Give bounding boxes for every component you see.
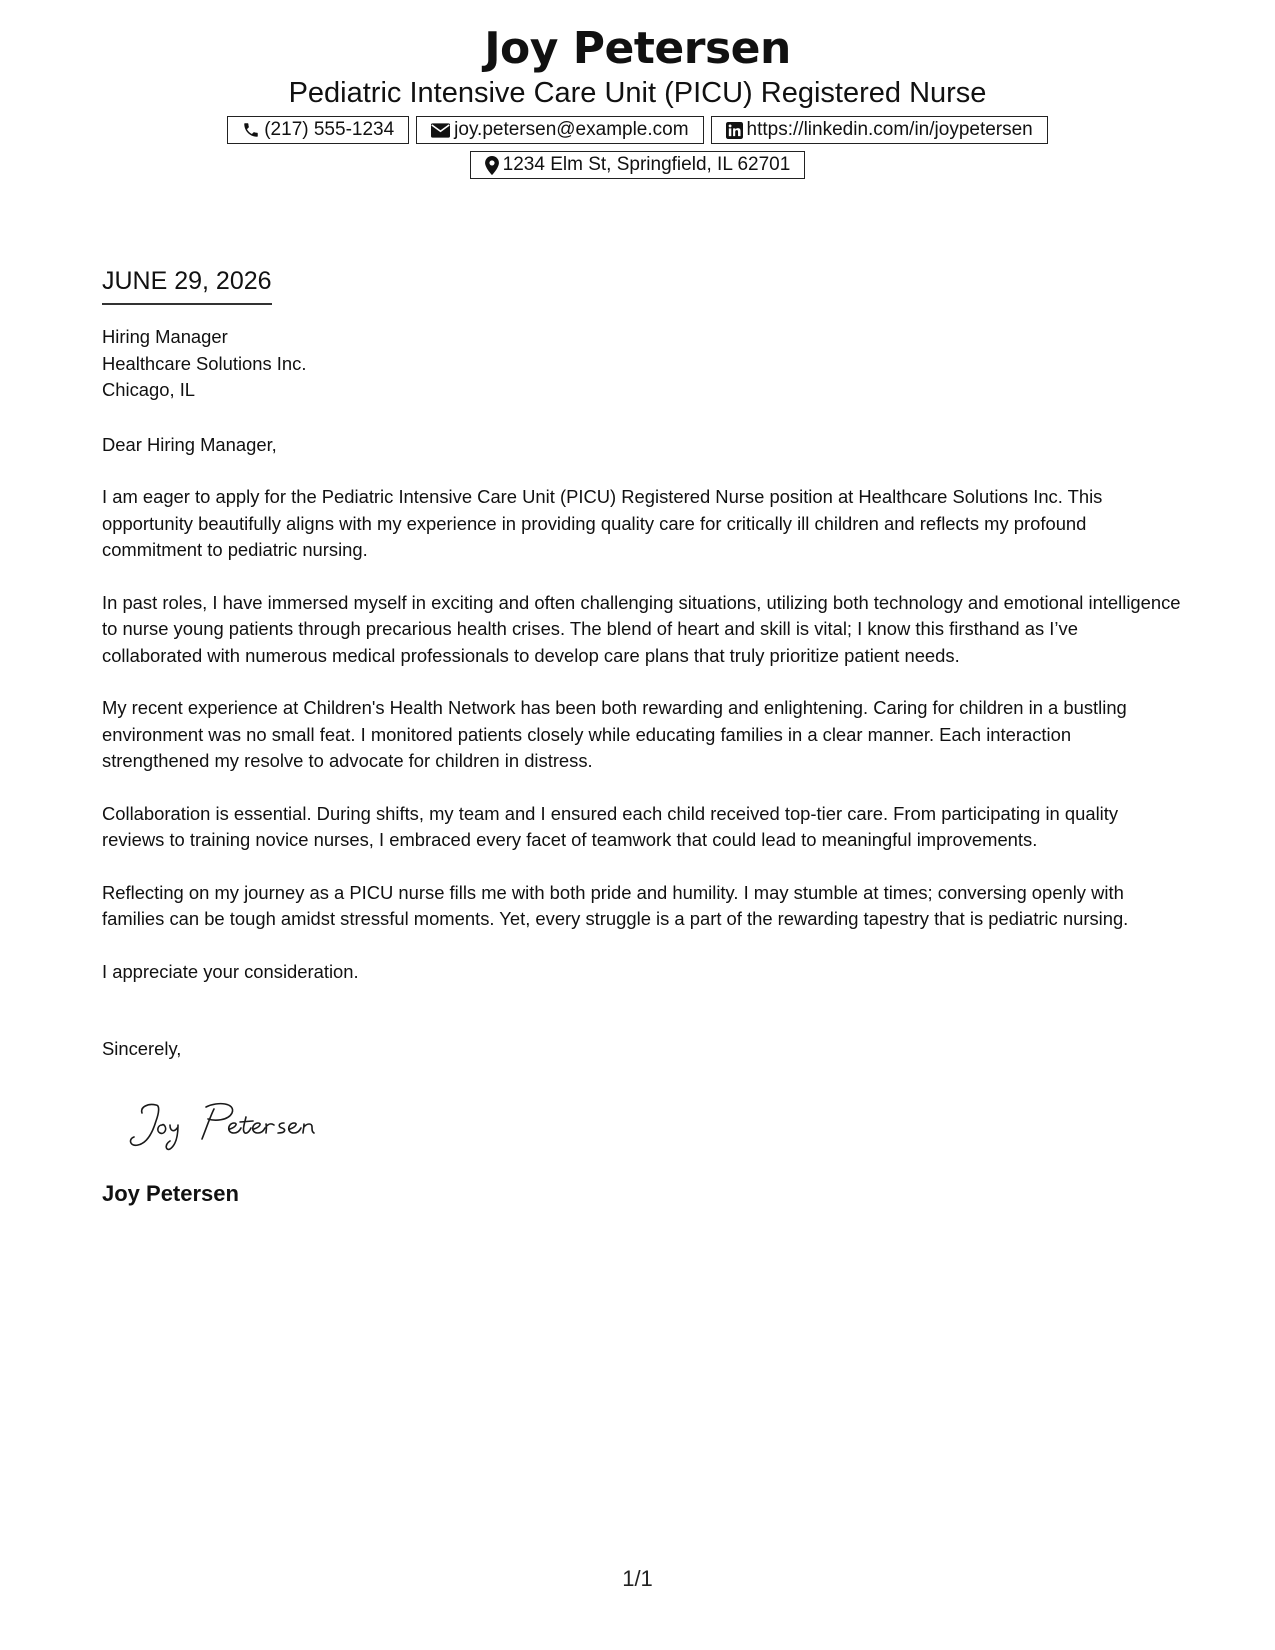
recipient-line: Chicago, IL <box>102 379 196 400</box>
letter-date-block <box>102 266 272 305</box>
address-chip[interactable] <box>470 151 806 179</box>
job-title: Pediatric Intensive Care Unit (PICU) Registered Nurse <box>288 77 987 109</box>
closing: Sincerely, <box>102 1038 182 1059</box>
recipient-line: Hiring Manager <box>102 326 228 347</box>
handwritten-signature <box>126 1095 346 1160</box>
email-chip[interactable] <box>416 116 703 144</box>
applicant-name: Joy Petersen <box>484 23 791 74</box>
map-marker-icon <box>485 156 499 175</box>
letter-header <box>0 22 1275 186</box>
contact-row-2 <box>0 151 1275 179</box>
letter-date: JUNE 29, 2026 <box>102 266 272 305</box>
body-paragraph: Reflecting on my journey as a PICU nurse fills me with both pride and humility. I may stumble at times; conversing openly with families can be tough amidst stressful moments. Yet, every struggle is a part of the rewarding tapestry that is pediatric nursing. <box>102 881 1129 929</box>
body-paragraph: I appreciate your consideration. <box>102 960 359 982</box>
page-indicator: 1/1 <box>622 1566 653 1591</box>
body-paragraph: In past roles, I have immersed myself in exciting and often challenging situations, utilizing both technology and emotional intelligence to nurse young patients through precarious health crises. The blend of heart and skill is vital; I know this firsthand as I’ve collaborated with numerous medical professionals to develop care plans that truly prioritize patient needs. <box>102 591 1181 666</box>
body-paragraph: My recent experience at Children's Health Network has been both rewarding and enlightening. Caring for children in a bustling environment was no small feat. I monitored patients closely while educating families in a clear manner. Each interaction strengthened my resolve to advocate for children in distress. <box>102 697 1127 771</box>
contact-row-1 <box>0 116 1275 144</box>
address-text: 1234 Elm St, Springfield, IL 62701 <box>502 154 791 175</box>
phone-icon <box>242 121 260 139</box>
recipient-block <box>102 324 1182 404</box>
linkedin-icon <box>726 122 743 139</box>
email-text: joy.petersen@example.com <box>454 119 689 140</box>
body-paragraph: I am eager to apply for the Pediatric Intensive Care Unit (PICU) Registered Nurse position at Healthcare Solutions Inc. This opportunity beautifully aligns with my experience in providing quality care for critically ill children and reflects my profound commitment to pediatric nursing. <box>102 486 1103 560</box>
linkedin-text: https://linkedin.com/in/joypetersen <box>746 119 1033 140</box>
salutation: Dear Hiring Manager, <box>102 433 277 455</box>
signer-name: Joy Petersen <box>102 1181 239 1206</box>
body-paragraph: Collaboration is essential. During shifts, my team and I ensured each child received top-tier care. From participating in quality reviews to training novice nurses, I embraced every facet of teamwork that could lead to meaningful improvements. <box>102 802 1119 850</box>
envelope-icon <box>431 123 450 138</box>
phone-chip[interactable] <box>227 116 409 144</box>
recipient-line: Healthcare Solutions Inc. <box>102 352 307 374</box>
letter-body <box>102 324 1182 1011</box>
phone-text: (217) 555-1234 <box>264 119 395 140</box>
linkedin-chip[interactable] <box>711 116 1048 144</box>
